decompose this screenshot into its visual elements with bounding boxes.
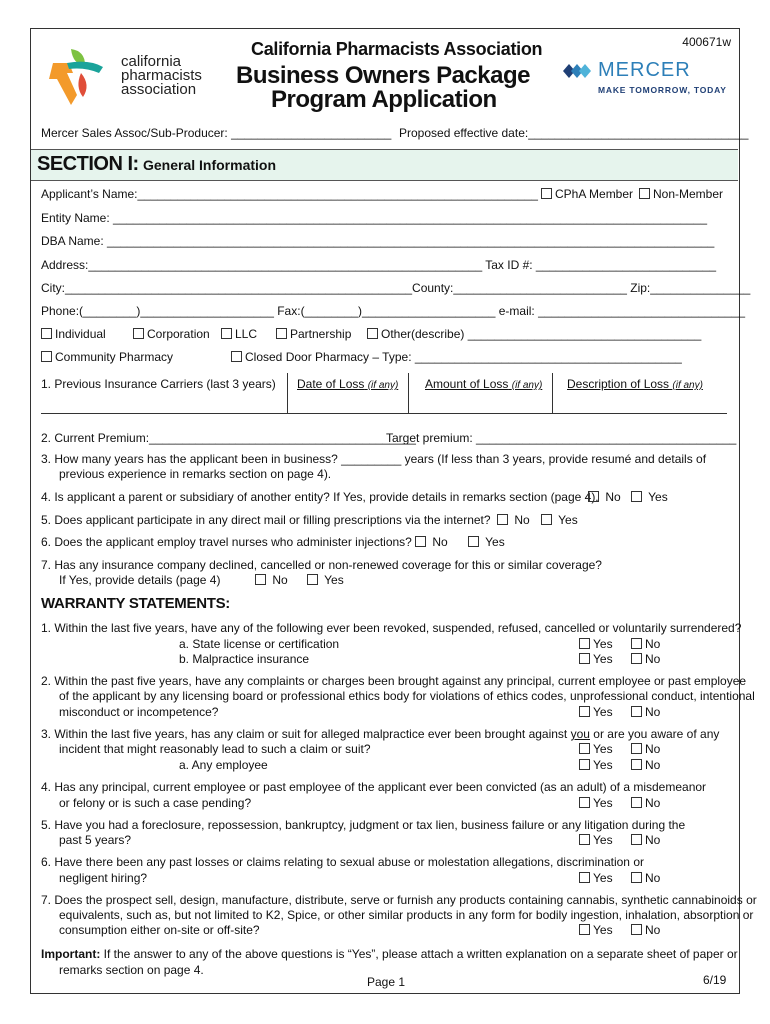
w7-line1: 7. Does the prospect sell, design, manufacture, distribute, serve or furnish any products containing cannabis, synthetic cannabinoids or [41,893,757,907]
checkbox-icon[interactable] [631,834,642,845]
entity-type-individual[interactable]: Individual [41,327,106,341]
table-rule [41,413,727,414]
q6-no-option[interactable]: No [415,535,448,549]
w2-line3: misconduct or incompetence? [59,705,219,719]
table-divider [287,373,288,413]
entity-type-llc[interactable]: LLC [221,327,257,341]
checkbox-icon[interactable] [631,759,642,770]
effective-date-field[interactable]: Proposed effective date:_________________________________ [399,126,749,140]
form-title-line2: Program Application [271,86,497,113]
q1-previous-carriers: 1. Previous Insurance Carriers (last 3 years) [41,377,276,391]
checkbox-icon[interactable] [415,536,426,547]
checkbox-icon[interactable] [631,706,642,717]
checkbox-icon[interactable] [631,872,642,883]
form-title-line1: Business Owners Package [236,62,530,89]
checkbox-icon[interactable] [631,924,642,935]
w3a-yes-option[interactable]: Yes [579,758,613,772]
checkbox-icon[interactable] [579,759,590,770]
table-divider [552,373,553,413]
w4-line1: 4. Has any principal, current employee or past employee of the applicant ever been convicted (as an adult) of a misdemeanor [41,780,707,794]
checkbox-icon[interactable] [631,491,642,502]
w3a-item: a. Any employee [179,758,268,772]
checkbox-icon[interactable] [276,328,287,339]
w5-yes-option[interactable]: Yes [579,833,613,847]
checkbox-icon[interactable] [579,797,590,808]
q5-no-option[interactable]: No [497,513,530,527]
checkbox-icon[interactable] [41,328,52,339]
checkbox-icon[interactable] [255,574,266,585]
col-description-of-loss: Description of Loss (if any) [567,377,703,391]
checkbox-icon[interactable] [631,638,642,649]
cpha-logo-text: california pharmacists association [121,53,202,98]
checkbox-icon[interactable] [307,574,318,585]
w3-no-option[interactable]: No [631,742,660,756]
mercer-logo-icon [561,61,595,81]
w2-line2: of the applicant by any licensing board or professional ethics body for violations of ethics codes, unprofessional conduct, intentional [59,689,755,703]
w4-yes-option[interactable]: Yes [579,796,613,810]
w1b-yes-option[interactable]: Yes [579,652,613,666]
checkbox-icon[interactable] [41,351,52,362]
community-pharmacy-option[interactable]: Community Pharmacy [41,350,173,364]
form-code: 400671w [682,35,731,49]
w6-no-option[interactable]: No [631,871,660,885]
checkbox-icon[interactable] [468,536,479,547]
entity-type-partnership[interactable]: Partnership [276,327,351,341]
w3-line2: incident that might reasonably lead to such a claim or suit? [59,742,371,756]
q4-yes-option[interactable]: Yes [631,490,668,504]
checkbox-icon[interactable] [231,351,242,362]
q2-current-premium-field[interactable]: 2. Current Premium:________________________________________ [41,431,416,445]
phone-fax-email-field[interactable]: Phone:(________)____________________ Fax:(________)____________________ e-mail: _______________________________ [41,304,745,318]
important-note: Important: If the answer to any of the above questions is “Yes”, please attach a written explanation on a separate sheet of paper or [41,947,738,961]
w1a-no-option[interactable]: No [631,637,660,651]
checkbox-icon[interactable] [639,188,650,199]
entity-type-corporation[interactable]: Corporation [133,327,210,341]
col-amount-of-loss: Amount of Loss (if any) [425,377,543,391]
checkbox-icon[interactable] [497,514,508,525]
checkbox-icon[interactable] [631,743,642,754]
checkbox-icon[interactable] [579,872,590,883]
q5-yes-option[interactable]: Yes [541,513,578,527]
w4-line2: or felony or is such a case pending? [59,796,252,810]
q4-no-option[interactable]: No [588,490,621,504]
w1-question: 1. Within the last five years, have any of the following ever been revoked, suspended, refused, cancelled or voluntarily surrendered? [41,621,742,635]
checkbox-icon[interactable] [631,797,642,808]
w1a-item: a. State license or certification [179,637,340,651]
q4-parent-subsidiary: 4. Is applicant a parent or subsidiary of another entity? If Yes, provide details in remarks section (page 4). [41,490,599,504]
section-title: SECTION I: [37,153,139,175]
closed-door-pharmacy-option[interactable]: Closed Door Pharmacy – Type: ________________________________________ [231,350,682,364]
checkbox-icon[interactable] [579,924,590,935]
mercer-tagline: MAKE TOMORROW, TODAY [598,85,727,95]
w3a-no-option[interactable]: No [631,758,660,772]
q5-direct-mail: 5. Does applicant participate in any direct mail or filling prescriptions via the internet? [41,513,491,527]
w2-no-option[interactable]: No [631,705,660,719]
cpha-member-option[interactable]: CPhA Member [541,187,633,201]
checkbox-icon[interactable] [579,638,590,649]
w6-line1: 6. Have there been any past losses or claims relating to sexual abuse or molestation allegations, discrimination or [41,855,644,869]
q7-no-option[interactable]: No [255,573,288,587]
non-member-option[interactable]: Non-Member [639,187,723,201]
applicant-name-field[interactable]: Applicant’s Name:____________________________________________________________ [41,187,538,201]
checkbox-icon[interactable] [221,328,232,339]
city-field[interactable]: City:____________________________________________________County:__________________________ Zip:_______________ [41,281,751,295]
checkbox-icon[interactable] [541,188,552,199]
application-page [30,28,757,994]
w5-no-option[interactable]: No [631,833,660,847]
w7-line3: consumption either on-site or off-site? [59,923,260,937]
checkbox-icon[interactable] [579,653,590,664]
warranty-heading: WARRANTY STATEMENTS: [41,595,230,612]
address-field[interactable]: Address:___________________________________________________________ Tax ID #: ___________________________ [41,258,717,272]
dba-name-field[interactable]: DBA Name: ___________________________________________________________________________________________ [41,234,715,248]
checkbox-icon[interactable] [631,653,642,664]
checkbox-icon[interactable] [579,834,590,845]
w5-line1: 5. Have you had a foreclosure, repossession, bankruptcy, judgment or tax lien, business failure or any litigation during the [41,818,686,832]
checkbox-icon[interactable] [579,743,590,754]
q6-travel-nurses: 6. Does the applicant employ travel nurses who administer injections? [41,535,412,549]
w1a-yes-option[interactable]: Yes [579,637,613,651]
table-divider [408,373,409,413]
w1b-no-option[interactable]: No [631,652,660,666]
w6-yes-option[interactable]: Yes [579,871,613,885]
w3-line1: 3. Within the last five years, has any claim or suit for alleged malpractice ever been brought against you or are you aware of any [41,727,720,741]
producer-field[interactable]: Mercer Sales Assoc/Sub-Producer: ________________________ [41,126,392,140]
q3-years-in-business[interactable]: 3. How many years has the applicant been in business? _________ years (If less than 3 years, provide resumé and details of [41,452,707,466]
w2-yes-option[interactable]: Yes [579,705,613,719]
mercer-logo-text: MERCER [598,59,691,81]
revision-date: 6/19 [703,973,727,987]
checkbox-icon[interactable] [588,491,599,502]
q3-continuation: previous experience in remarks section on page 4). [59,467,332,481]
w7-line2: equivalents, such as, but not limited to K2, Spice, or other similar products in any form for bodily ingestion, inhalation, absorption or [59,908,754,922]
page-number: Page 1 [367,975,406,989]
w2-line1: 2. Within the past five years, have any complaints or charges been brought against any principal, current employee or past employee [41,674,747,688]
checkbox-icon[interactable] [579,706,590,717]
w7-yes-option[interactable]: Yes [579,923,613,937]
checkbox-icon[interactable] [367,328,378,339]
col-date-of-loss: Date of Loss (if any) [297,377,399,391]
checkbox-icon[interactable] [133,328,144,339]
q7-yes-option[interactable]: Yes [307,573,344,587]
w6-line2: negligent hiring? [59,871,148,885]
checkbox-icon[interactable] [541,514,552,525]
q2-target-premium-field[interactable]: Target premium: _______________________________________ [386,431,737,445]
q6-yes-option[interactable]: Yes [468,535,505,549]
entity-type-other[interactable]: Other(describe) ___________________________________ [367,327,701,341]
w3-yes-option[interactable]: Yes [579,742,613,756]
q7-details-note: If Yes, provide details (page 4) [59,573,221,587]
q7-declined-coverage: 7. Has any insurance company declined, cancelled or non-renewed coverage for this or similar coverage? [41,558,602,572]
important-note-line2: remarks section on page 4. [59,963,204,977]
w7-no-option[interactable]: No [631,923,660,937]
w5-line2: past 5 years? [59,833,132,847]
w4-no-option[interactable]: No [631,796,660,810]
w1b-item: b. Malpractice insurance [179,652,310,666]
association-name: California Pharmacists Association [251,39,543,59]
section-subtitle: General Information [143,157,277,173]
entity-name-field[interactable]: Entity Name: _________________________________________________________________________________________ [41,211,707,225]
